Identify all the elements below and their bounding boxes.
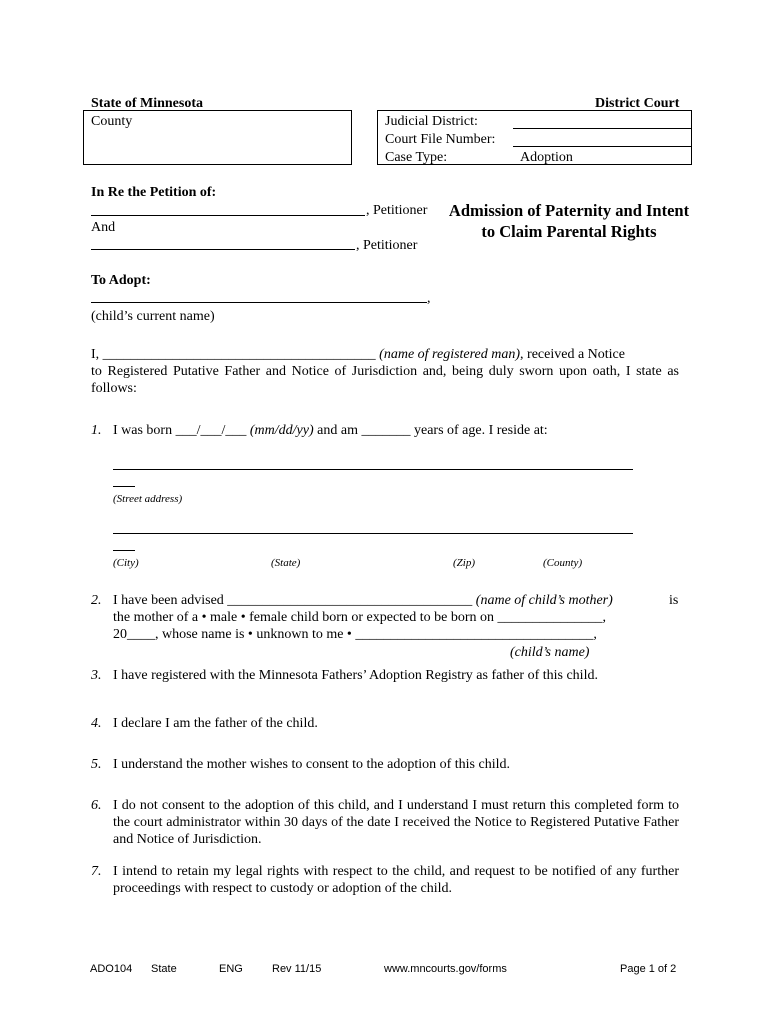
item7-text: I intend to retain my legal rights with respect to the child, and request to be notified of any further proceedings with respect to custody or adoption of the child.: [113, 864, 679, 896]
item2-number: 2.: [91, 593, 102, 608]
petitioner1-label: , Petitioner: [366, 203, 428, 218]
county-field-label: (County): [543, 557, 583, 569]
intro-text2: to Registered Putative Father and Notice of Jurisdiction and, being duly sworn upon oath, I state as follows:: [91, 364, 679, 396]
footer-form-id: ADO104: [90, 963, 133, 975]
intro-line1: [91, 346, 625, 363]
city-state-zip-line[interactable]: [113, 533, 633, 534]
footer-page-number: Page 1 of 2: [620, 963, 677, 975]
item5-number: 5.: [91, 757, 102, 772]
petitioner1-line[interactable]: [91, 215, 365, 216]
intro-i: I,: [91, 347, 100, 362]
item2-line-a: [113, 592, 613, 609]
city-label: (City): [113, 557, 139, 569]
item2-is: is: [669, 593, 679, 608]
and-label: And: [91, 220, 116, 235]
court-file-number-label: Court File Number:: [385, 132, 496, 147]
petitioner2-label: , Petitioner: [356, 238, 418, 253]
item6-text: I do not consent to the adoption of this child, and I understand I must return this completed form to the court administrator within 30 days of the date I received the Notice to Registered Putative Father and Notice of Jurisdiction.: [113, 798, 679, 847]
item6-number: 6.: [91, 798, 102, 813]
child-current-name-label: (child’s current name): [91, 309, 215, 324]
zip-label: (Zip): [453, 557, 475, 569]
item2-line-b[interactable]: the mother of a • male • female child born or expected to be born on _______________,: [113, 610, 607, 625]
footer-url[interactable]: www.mncourts.gov/forms: [384, 963, 507, 975]
footer-state: State: [151, 963, 177, 975]
item1-text: [113, 422, 548, 439]
footer-revision: Rev 11/15: [272, 963, 322, 975]
item1-date-hint: (mm/dd/yy): [249, 423, 314, 438]
case-type-label: Case Type:: [385, 150, 448, 165]
mother-name-blank[interactable]: I have been advised ___________________________________: [113, 593, 473, 608]
mother-name-hint: (name of child’s mother): [475, 593, 613, 608]
county-label: County: [91, 114, 133, 129]
item2-line-c[interactable]: 20____, whose name is • unknown to me • __________________________________,: [113, 627, 597, 642]
city-state-zip-line-tail: [113, 550, 135, 551]
case-info-box: [377, 110, 692, 165]
item7-number: 7.: [91, 864, 102, 879]
item1-number: 1.: [91, 423, 102, 438]
judicial-district-line[interactable]: [513, 128, 691, 129]
item1-age-text[interactable]: and am _______ years of age. I reside at:: [317, 423, 548, 438]
court-file-number-line[interactable]: [513, 146, 691, 147]
judicial-district-label: Judicial District:: [385, 114, 478, 129]
street-address-line[interactable]: [113, 469, 633, 470]
to-adopt-label: To Adopt:: [91, 273, 151, 288]
child-current-name-line[interactable]: [91, 302, 427, 303]
street-address-label: (Street address): [113, 493, 183, 505]
county-box[interactable]: [83, 110, 352, 165]
petitioner2-line[interactable]: [91, 249, 355, 250]
street-address-line-tail: [113, 486, 135, 487]
item5-text: I understand the mother wishes to consent to the adoption of this child.: [113, 757, 510, 772]
item1-birth-text[interactable]: I was born ___/___/___: [113, 423, 247, 438]
child-name-hint: (child’s name): [510, 645, 590, 660]
intro-text1: , received a Notice: [520, 347, 625, 362]
court-label: District Court: [595, 96, 680, 111]
item3-number: 3.: [91, 668, 102, 683]
form-title: Admission of Paternity and Intent to Claim Parental Rights: [448, 201, 690, 241]
item4-number: 4.: [91, 716, 102, 731]
item3-text: I have registered with the Minnesota Fathers’ Adoption Registry as father of this child.: [113, 668, 598, 683]
registered-man-hint: (name of registered man): [379, 347, 521, 362]
footer-language: ENG: [219, 963, 243, 975]
registered-man-name-blank[interactable]: _______________________________________: [102, 347, 376, 362]
state-label: State of Minnesota: [91, 96, 203, 111]
item4-text: I declare I am the father of the child.: [113, 716, 318, 731]
in-re-label: In Re the Petition of:: [91, 185, 217, 200]
case-type-value: Adoption: [520, 150, 573, 165]
state-field-label: (State): [271, 557, 301, 569]
child-name-comma: ,: [427, 291, 431, 306]
